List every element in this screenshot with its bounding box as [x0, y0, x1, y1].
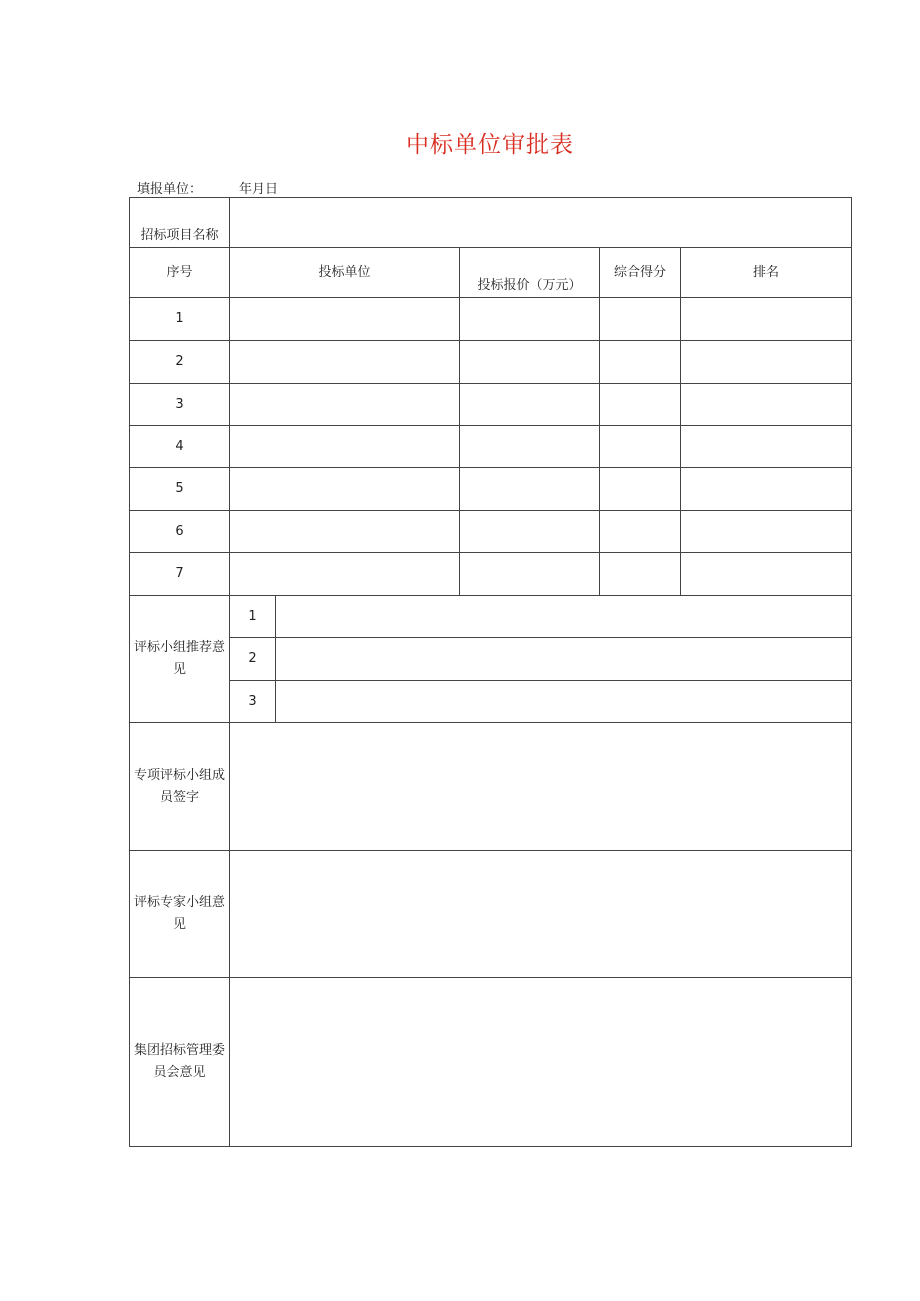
table-rule [129, 467, 852, 468]
row-seq: 4 [175, 438, 184, 454]
table-rule [129, 340, 852, 341]
row-seq: 6 [175, 523, 184, 539]
page-title: 中标单位审批表 [406, 132, 574, 158]
table-rule [599, 247, 600, 595]
table-rule [129, 383, 852, 384]
row-seq: 2 [175, 354, 184, 369]
special-group-sign-field[interactable] [230, 723, 851, 850]
recommend-label: 评标小组推荐意见 [133, 640, 225, 677]
column-header-quote: 投标报价（万元） [477, 278, 582, 293]
column-header-score: 综合得分 [613, 264, 666, 280]
row-seq: 5 [175, 481, 184, 496]
column-header-rank: 排名 [752, 264, 779, 280]
committee-opinion-label: 集团招标管理委员会意见 [133, 1043, 225, 1080]
recommend-item-number: 1 [248, 608, 257, 624]
recommend-item-number: 2 [248, 651, 257, 666]
table-rule [129, 425, 852, 426]
row-seq: 7 [175, 566, 184, 581]
committee-opinion-field[interactable] [230, 978, 851, 1146]
table-rule [230, 680, 852, 681]
table-rule [459, 247, 460, 595]
expert-group-opinion-field[interactable] [230, 851, 851, 977]
project-name-label: 招标项目名称 [140, 228, 219, 243]
table-rule [129, 552, 852, 553]
row-seq: 1 [175, 311, 184, 326]
recommend-item-number: 3 [248, 693, 257, 709]
column-header-seq: 序号 [166, 264, 193, 280]
date-label: 年月日 [239, 182, 279, 197]
special-group-sign-label: 专项评标小组成员签字 [133, 767, 225, 805]
expert-group-opinion-label: 评标专家小组意见 [133, 895, 225, 932]
column-header-bidder: 投标单位 [318, 264, 371, 280]
table-rule [129, 297, 852, 298]
table-rule [230, 637, 852, 638]
table-rule [129, 510, 852, 511]
table-rule [680, 247, 681, 595]
table-rule [275, 595, 276, 722]
fill-unit-label: 填报单位： [137, 182, 203, 197]
row-seq: 3 [175, 396, 184, 412]
project-name-field[interactable] [230, 198, 851, 247]
